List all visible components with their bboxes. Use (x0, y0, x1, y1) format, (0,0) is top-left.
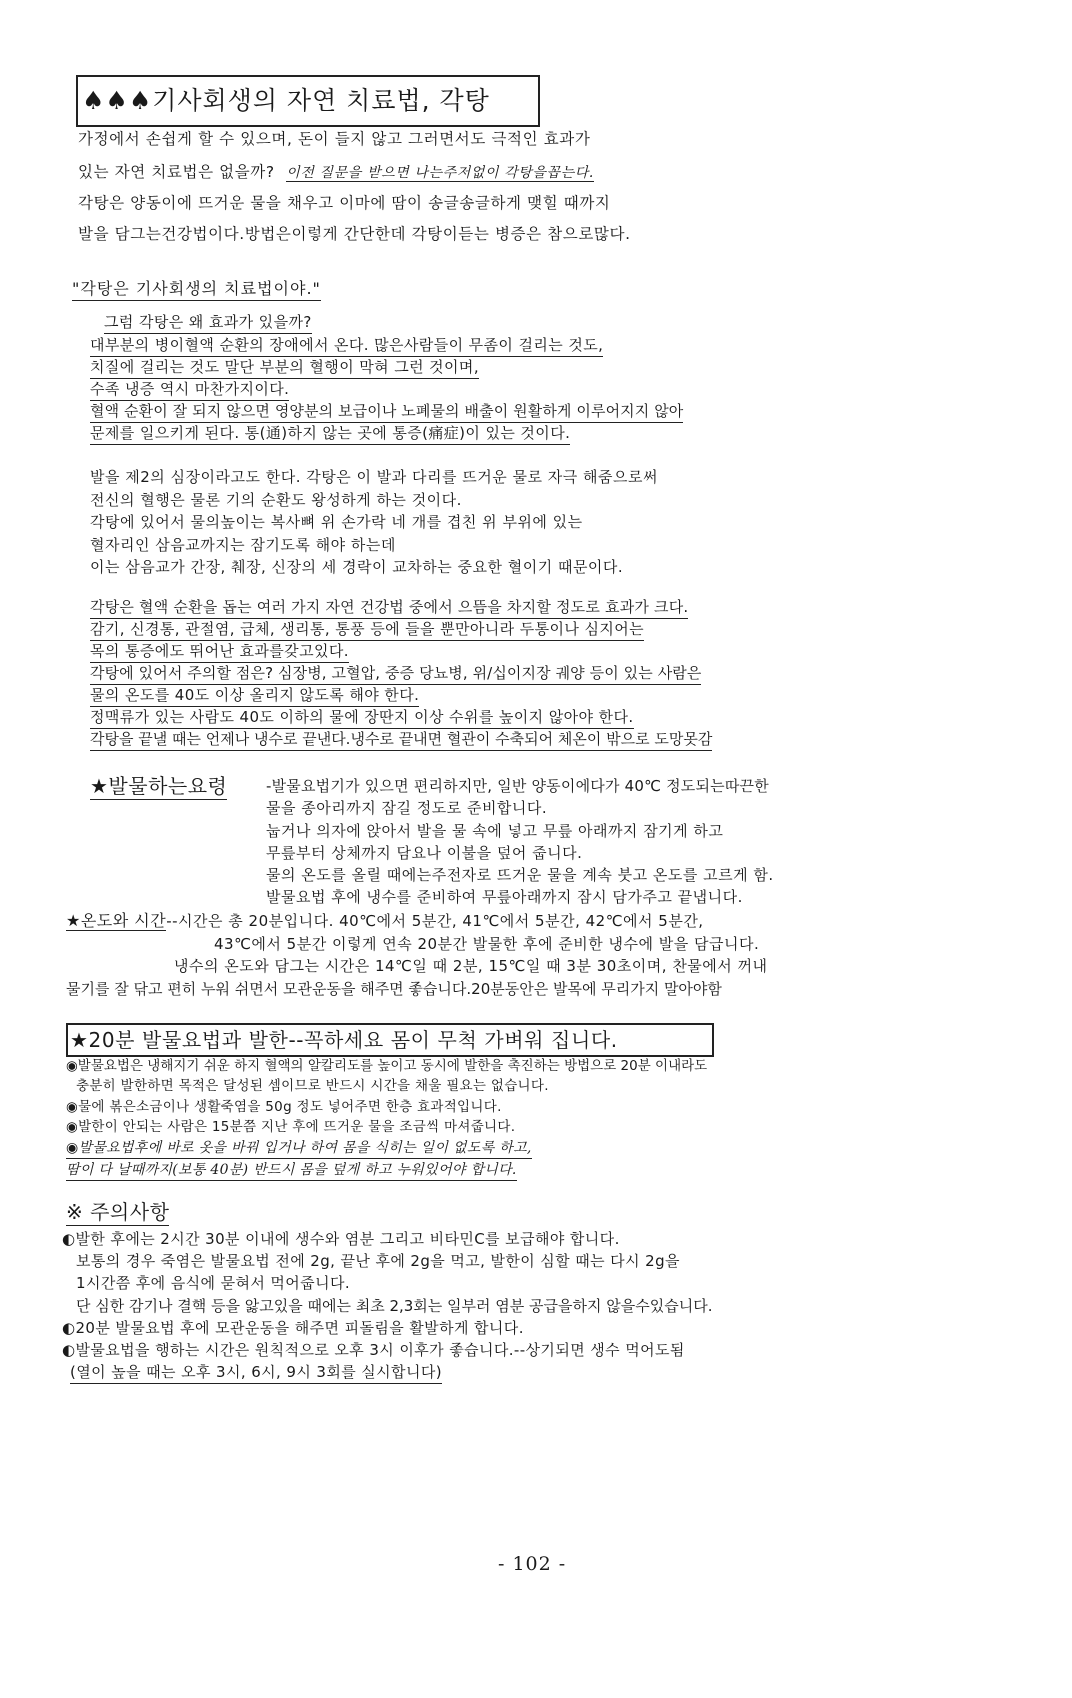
intro-line-4: 발을 담그는건강법이다.방법은이렇게 간단한데 각탕이듣는 병증은 참으로많다. (78, 225, 631, 243)
twenty-minute-heading-box: ★20분 발물요법과 발한--꼭하세요 몸이 무척 가벼워 집니다. (66, 1023, 714, 1057)
method-line-3: 눕거나 의자에 앉아서 발을 물 속에 넣고 무릎 아래까지 잠기게 하고 (266, 822, 724, 840)
effect-line-7: 각탕을 끝낼 때는 언제나 냉수로 끝낸다.냉수로 끝내면 혈관이 수축되어 체온이 밖으로 도망못감 (90, 728, 712, 751)
intro-line-3: 각탕은 양동이에 뜨거운 물을 채우고 이마에 땀이 송글송글하게 맺힐 때까지 (78, 194, 611, 212)
why-line-1: 그럼 각탕은 왜 효과가 있을까? (104, 311, 312, 334)
effect-line-4: 각탕에 있어서 주의할 점은? 심장병, 고혈압, 중증 당뇨병, 위/십이지장 궤양 등이 있는 사람은 (90, 662, 701, 685)
method-line-1: -발물요법기가 있으면 편리하지만, 일반 양동이에다가 40℃ 정도되는따끈한 (266, 777, 769, 795)
temp-line-4: 물기를 잘 닦고 편히 누워 쉬면서 모관운동을 해주면 좋습니다.20분동안은 발목에 무리가지 말아야함 (66, 980, 722, 998)
why-line-6: 문제를 일으키게 된다. 통(通)하지 않는 곳에 통증(痛症)이 있는 것이다. (90, 422, 570, 445)
method-line-5: 물의 온도를 올릴 때에는주전자로 뜨거운 물을 계속 붓고 온도를 고르게 함. (266, 866, 774, 884)
caution-line-1: ◐발한 후에는 2시간 30분 이내에 생수와 염분 그리고 비타민C를 보급해야 합니다. (62, 1230, 620, 1248)
quote-line: "각탕은 기사회생의 치료법이야." (72, 278, 321, 301)
caution-line-4: 단 심한 감기나 결핵 등을 앓고있을 때에는 최초 2,3회는 일부러 염분 공급을하지 않을수있습니다. (76, 1297, 713, 1315)
intro-line-2 (78, 157, 594, 189)
caution-line-2: 보통의 경우 죽염은 발물요법 전에 2g, 끝난 후에 2g을 먹고, 발한이 심할 때는 다시 2g을 (76, 1252, 680, 1270)
caution-line-3: 1시간쯤 후에 음식에 묻혀서 먹어줍니다. (76, 1274, 351, 1292)
page-title: ♠♠♠기사회생의 자연 치료법, 각탕 (76, 75, 540, 127)
effect-line-6: 정맥류가 있는 사람도 40도 이하의 물에 장딴지 이상 수위를 높이지 않아야 한다. (90, 706, 634, 729)
heart-line-5: 이는 삼음교가 간장, 췌장, 신장의 세 경락이 교차하는 중요한 혈이기 때문이다. (90, 558, 624, 576)
heart-line-4: 혈자리인 삼음교까지는 잠기도록 해야 하는데 (90, 536, 396, 554)
temp-line-3: 냉수의 온도와 담그는 시간은 14℃일 때 2분, 15℃일 때 3분 30초이며, 찬물에서 꺼내 (174, 957, 768, 975)
temp-line-1-text: --시간은 총 20분입니다. 40℃에서 5분간, 41℃에서 5분간, 42℃에서 5분간, (166, 912, 704, 930)
box20-line-3: ◉물에 볶은소금이나 생활죽염을 50g 정도 넣어주면 한층 효과적입니다. (66, 1099, 502, 1115)
method-line-2: 물을 종아리까지 잠길 정도로 준비합니다. (266, 799, 548, 817)
caution-line-6: ◐발물요법을 행하는 시간은 원칙적으로 오후 3시 이후가 좋습니다.--상기되면 생수 먹어도됨 (62, 1341, 685, 1359)
method-line-6: 발물요법 후에 냉수를 준비하여 무릎아래까지 잠시 담가주고 끝냅니다. (266, 888, 743, 906)
box20-handwritten-line-1: ◉발물요법후에 바로 옷을 바꿔 입거나 하여 몸을 식히는 일이 없도록 하고, (66, 1138, 532, 1159)
effect-line-5: 물의 온도를 40도 이상 올리지 않도록 해야 한다. (90, 684, 419, 707)
heart-line-2: 전신의 혈행은 물론 기의 순환도 왕성하게 하는 것이다. (90, 491, 462, 509)
heart-line-3: 각탕에 있어서 물의높이는 복사뼈 위 손가락 네 개를 겹친 위 부위에 있는 (90, 513, 583, 531)
effect-line-1: 각탕은 혈액 순환을 돕는 여러 가지 자연 건강법 중에서 으뜸을 차지할 정도로 효과가 크다. (90, 596, 688, 619)
box20-handwritten-line-2: 땀이 다 날때까지(보통 40분) 반드시 몸을 덮게 하고 누워있어야 합니다. (66, 1160, 517, 1181)
why-line-2: 대부분의 병이혈액 순환의 장애에서 온다. 많은사람들이 무좀이 걸리는 것도, (90, 334, 603, 357)
box20-line-1: ◉발물요법은 냉해지기 쉬운 하지 혈액의 알칼리도를 높이고 동시에 발한을 촉진하는 방법으로 20분 이내라도 (66, 1058, 708, 1074)
box20-line-2: 충분히 발한하면 목적은 달성된 셈이므로 반드시 시간을 채울 필요는 없습니다. (76, 1078, 549, 1094)
temp-line-1 (66, 910, 704, 932)
method-heading: ★발물하는요령 (90, 770, 227, 800)
caution-heading: ※ 주의사항 (66, 1196, 169, 1226)
why-line-4: 수족 냉증 역시 마찬가지이다. (90, 378, 289, 401)
intro-line-2-text: 있는 자연 치료법은 없을까? (78, 163, 275, 181)
why-line-3: 치질에 걸리는 것도 말단 부분의 혈행이 막혀 그런 것이며, (90, 356, 479, 379)
page-number: - 102 - (498, 1553, 567, 1575)
why-line-5: 혈액 순환이 잘 되지 않으면 영양분의 보급이나 노폐물의 배출이 원활하게 이루어지지 않아 (90, 400, 683, 423)
temp-line-2: 43℃에서 5분간 이렇게 연속 20분간 발물한 후에 준비한 냉수에 발을 담급니다. (214, 935, 760, 953)
heart-line-1: 발을 제2의 심장이라고도 한다. 각탕은 이 발과 다리를 뜨거운 물로 자극 해줌으로써 (90, 468, 658, 486)
method-line-4: 무릎부터 상체까지 담요나 이불을 덮어 줍니다. (266, 844, 583, 862)
box20-line-4: ◉발한이 안되는 사람은 15분쯤 지난 후에 뜨거운 물을 조금씩 마셔줍니다. (66, 1119, 516, 1135)
caution-line-5: ◐20분 발물요법 후에 모관운동을 해주면 피돌림을 활발하게 합니다. (62, 1319, 524, 1337)
intro-line-1: 가정에서 손쉽게 할 수 있으며, 돈이 들지 않고 그러면서도 극적인 효과가 (78, 130, 591, 148)
temp-heading: ★온도와 시간 (66, 911, 167, 930)
effect-line-3: 목의 통증에도 뛰어난 효과를갖고있다. (90, 640, 349, 663)
intro-handwritten-note: 이전 질문을 받으면 나는주저없이 각탕을꼽는다. (286, 165, 594, 181)
effect-line-2: 감기, 신경통, 관절염, 급체, 생리통, 통풍 등에 들을 뿐만아니라 두통이나 심지어는 (90, 618, 644, 641)
caution-line-7: (열이 높을 때는 오후 3시, 6시, 9시 3회를 실시합니다) (70, 1361, 442, 1384)
